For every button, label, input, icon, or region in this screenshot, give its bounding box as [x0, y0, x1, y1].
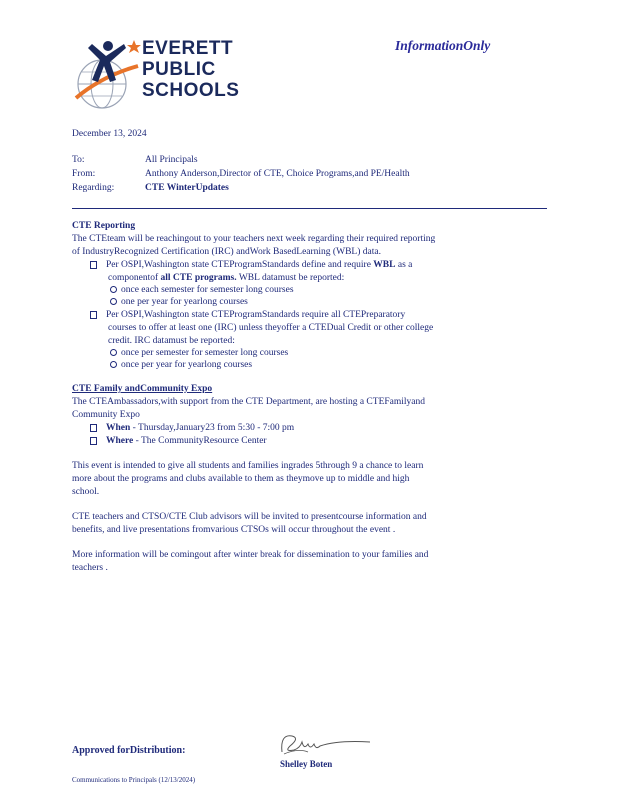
- to-label: To:: [72, 155, 85, 165]
- to-value: All Principals: [145, 155, 198, 165]
- eps-runner-globe-logo-icon: [72, 36, 142, 112]
- expo-para-line: The CTEAmbassadors,with support from the CTE Department, are hosting a CTEFamilyand: [72, 397, 426, 407]
- bullet-wbl-cont: [108, 272, 344, 285]
- bullet-square-icon: [90, 424, 97, 432]
- bullet-text: WBL datamust be reported:: [236, 273, 345, 283]
- expo-para-line: more about the programs and clubs available to them as theymove up to middle and high: [72, 474, 410, 484]
- org-line-2: PUBLIC: [142, 59, 216, 80]
- expo-para-line: school.: [72, 487, 100, 497]
- expo-para-line: Community Expo: [72, 410, 140, 420]
- bullet-text: Per OSPI,Washington state CTEProgramStandards require all CTEPreparatory: [106, 310, 406, 320]
- circle-bullet-icon: [110, 361, 117, 368]
- bullet-square-icon: [90, 311, 97, 319]
- memo-date: December 13, 2024: [72, 129, 147, 139]
- sub-bullet: [110, 347, 288, 360]
- expo-para-line: teachers .: [72, 563, 108, 573]
- where-bullet: [90, 435, 267, 448]
- sub-bullet: [110, 296, 248, 309]
- signature-icon: [278, 730, 373, 760]
- district-name: [142, 38, 239, 101]
- bullet-irc-cont: courses to offer at least one (IRC) unless theyoffer a CTEDual Credit or other college: [108, 323, 434, 333]
- bullet-text-bold: WBL: [373, 260, 396, 270]
- sub-bullet: [110, 284, 294, 297]
- header-divider: [72, 208, 547, 209]
- bullet-text: componentof: [108, 273, 161, 283]
- where-label: Where: [106, 436, 134, 446]
- approval-label: Approved forDistribution:: [72, 745, 186, 756]
- approver-name: Shelley Boten: [280, 759, 333, 769]
- sub-bullet-text: once each semester for semester long courses: [121, 285, 294, 295]
- footer-text: Communications to Principals (12/13/2024): [72, 776, 196, 784]
- section-cte-reporting-heading: CTE Reporting: [72, 221, 136, 231]
- expo-para-line: This event is intended to give all students and families ingrades 5through 9 a chance to learn: [72, 461, 424, 471]
- from-value: Anthony Anderson,Director of CTE, Choice Programs,and PE/Health: [145, 169, 410, 179]
- sub-bullet-text: once per semester for semester long courses: [121, 348, 289, 358]
- when-value: - Thursday,January23 from 5:30 - 7:00 pm: [130, 423, 295, 433]
- expo-para-line: CTE teachers and CTSO/CTE Club advisors will be invited to presentcourse information and: [72, 512, 427, 522]
- when-bullet: [90, 422, 294, 435]
- bullet-text: as a: [395, 260, 413, 270]
- circle-bullet-icon: [110, 298, 117, 305]
- bullet-text: Per OSPI,Washington state CTEProgramStandards define and require: [106, 260, 374, 270]
- bullet-irc-cont: credit. IRC datamust be reported:: [108, 336, 235, 346]
- reporting-para-line: of IndustryRecognized Certification (IRC) andWork BasedLearning (WBL) data.: [72, 247, 381, 257]
- expo-para-line: benefits, and live presentations fromvarious CTSOs will occur throughout the event .: [72, 525, 396, 535]
- expo-para-line: More information will be comingout after winter break for dissemination to your families and: [72, 550, 429, 560]
- section-expo-heading: CTE Family andCommunity Expo: [72, 384, 213, 394]
- org-line-3: SCHOOLS: [142, 80, 240, 101]
- bullet-square-icon: [90, 437, 97, 445]
- where-value: - The CommunityResource Center: [133, 436, 267, 446]
- information-only-label: InformationOnly: [395, 38, 491, 53]
- circle-bullet-icon: [110, 286, 117, 293]
- regarding-label: Regarding:: [72, 183, 115, 193]
- bullet-wbl: [90, 259, 412, 272]
- regarding-value: CTE WinterUpdates: [145, 183, 229, 193]
- bullet-irc: [90, 309, 405, 322]
- reporting-para-line: The CTEteam will be reachingout to your teachers next week regarding their required reporting: [72, 234, 436, 244]
- from-label: From:: [72, 169, 96, 179]
- sub-bullet-text: one per year for yearlong courses: [121, 297, 248, 307]
- bullet-text-bold: all CTE programs.: [160, 273, 237, 283]
- when-label: When: [106, 423, 131, 433]
- sub-bullet: [110, 359, 252, 372]
- bullet-square-icon: [90, 261, 97, 269]
- district-logo: [72, 36, 262, 112]
- circle-bullet-icon: [110, 349, 117, 356]
- org-line-1: EVERETT: [142, 38, 234, 59]
- sub-bullet-text: once per year for yearlong courses: [121, 360, 253, 370]
